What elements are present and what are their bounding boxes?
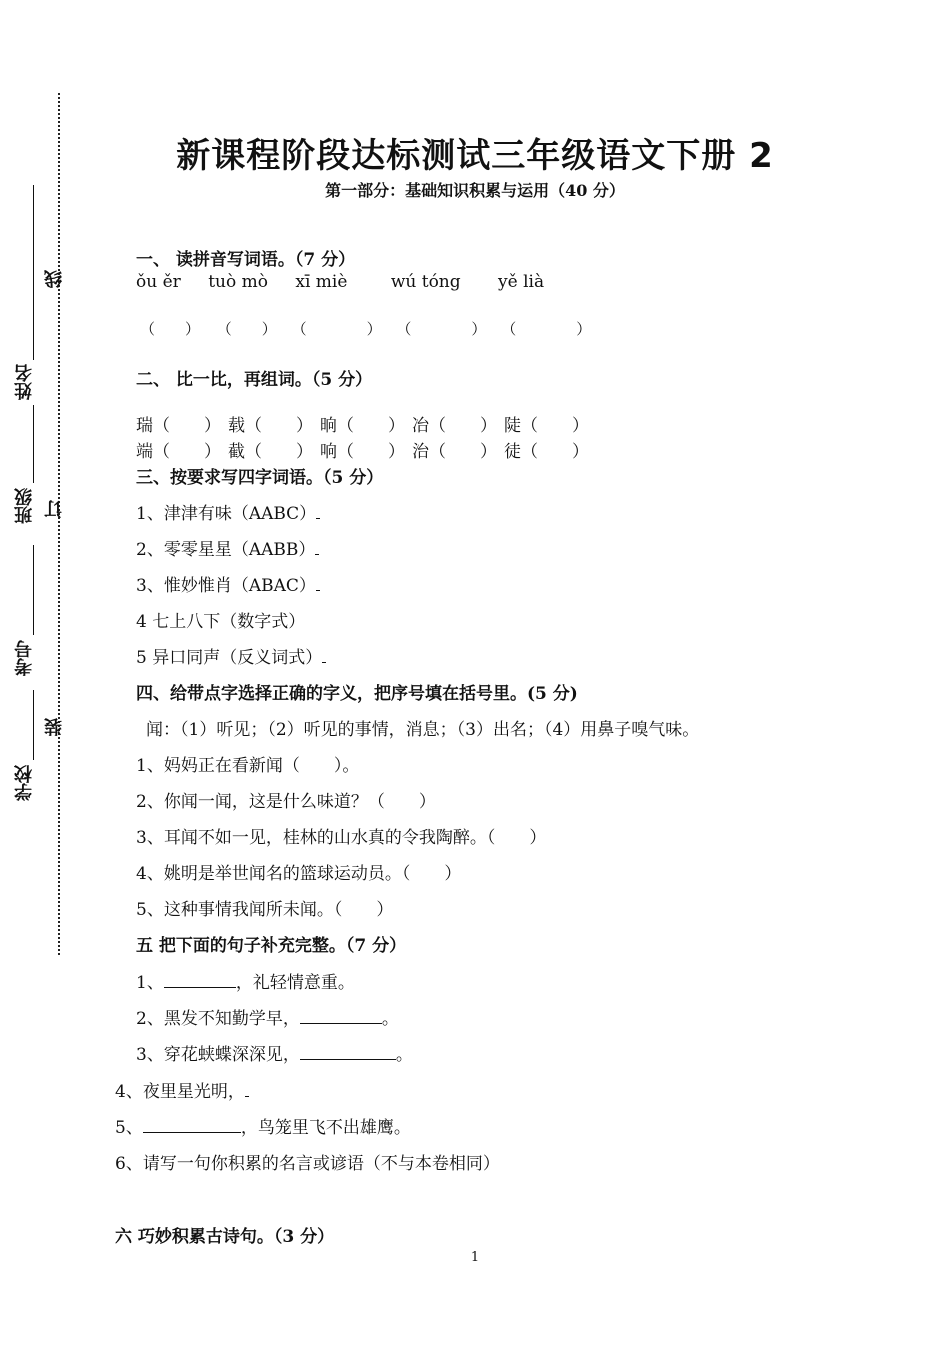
binding-dotted-line xyxy=(58,93,60,955)
answer-blank[interactable]: （ ） xyxy=(140,320,201,338)
page-subtitle: 第一部分：基础知识积累与运用（40 分） xyxy=(325,181,625,200)
pinyin-item: xī miè xyxy=(295,272,348,292)
idiom-item: 3、惟妙惟肖（ABAC） xyxy=(136,571,320,596)
answer-blank[interactable]: （ ） xyxy=(501,320,592,338)
school-label: 学校 xyxy=(14,765,35,801)
fill-item-3: 3、穿花蛱蝶深深见， 。 xyxy=(136,1045,413,1065)
name-label: 姓名 xyxy=(14,364,35,400)
fill-blank[interactable] xyxy=(300,1043,396,1060)
answer-blank[interactable]: （ ） xyxy=(216,320,277,338)
compare-item: 瑞（ ） xyxy=(136,416,221,436)
exam-no-label: 考号 xyxy=(14,640,35,676)
idiom-item: 5 异口同声（反义词式） xyxy=(136,643,326,668)
fill-item-6: 6、请写一句你积累的名言或谚语（不与本卷相同） xyxy=(115,1154,500,1174)
pinyin-row xyxy=(136,272,566,292)
fill-blank[interactable] xyxy=(164,971,236,988)
order-mark: 订 xyxy=(44,500,65,518)
section4-heading: 四、给带点字选择正确的字义，把序号填在括号里。(5 分) xyxy=(136,684,578,704)
section2-heading: 二、 比一比，再组词。（5 分） xyxy=(136,370,373,390)
page-title: 新课程阶段达标测试三年级语文下册 2 xyxy=(176,136,774,176)
compare-item: 载（ ） xyxy=(228,416,313,436)
answer-blank[interactable]: （ ） xyxy=(291,320,382,338)
meaning-item: 2、你闻一闻，这是什么味道？（ ） xyxy=(136,792,436,812)
section6-heading: 六 巧妙积累古诗句。（3 分） xyxy=(115,1227,335,1247)
pinyin-item: ǒu ěr xyxy=(136,272,181,292)
compare-item: 晌（ ） xyxy=(320,416,405,436)
compare-item: 徒（ ） xyxy=(504,442,589,462)
meaning-item: 3、耳闻不如一见，桂林的山水真的令我陶醉。（ ） xyxy=(136,828,547,848)
fill-blank[interactable] xyxy=(143,1116,241,1133)
fill-blank[interactable] xyxy=(300,1007,382,1024)
class-blank xyxy=(33,405,34,483)
class-label: 班级 xyxy=(14,488,35,524)
section3-heading: 三、按要求写四字词语。（5 分） xyxy=(136,468,384,488)
answer-blank[interactable]: （ ） xyxy=(396,320,487,338)
compare-item: 响（ ） xyxy=(320,442,405,462)
compare-item: 治（ ） xyxy=(412,442,497,462)
idiom-item: 2、零零星星（AABB） xyxy=(136,535,319,560)
idiom-item: 4 七上八下（数字式） xyxy=(136,612,306,632)
meaning-item: 5、这种事情我闻所未闻。（ ） xyxy=(136,900,394,920)
section1-heading: 一、 读拼音写词语。（7 分） xyxy=(136,250,356,270)
line-mark: 线 xyxy=(44,270,65,288)
compare-item: 端（ ） xyxy=(136,442,221,462)
compare-row-1 xyxy=(136,411,596,436)
fill-item-2: 2、黑发不知勤学早， 。 xyxy=(136,1009,399,1029)
meaning-item: 1、妈妈正在看新闻（ ）。 xyxy=(136,756,360,776)
compare-item: 陡（ ） xyxy=(504,416,589,436)
name-blank xyxy=(33,185,34,360)
compare-item: 截（ ） xyxy=(228,442,313,462)
compare-row-2 xyxy=(136,437,596,462)
pinyin-item: wú tóng xyxy=(390,272,461,292)
compare-item: 冶（ ） xyxy=(412,416,497,436)
bind-mark: 装 xyxy=(44,718,65,736)
fill-item-1: 1、 ，礼轻情意重。 xyxy=(136,973,355,993)
fill-item-4: 4、夜里星光明， xyxy=(115,1077,249,1102)
page-number: 1 xyxy=(470,1250,480,1265)
pinyin-item: yě lià xyxy=(498,272,545,292)
pinyin-item: tuò mò xyxy=(208,272,268,292)
definition-line: 闻：（1）听见；（2）听见的事情，消息；（3）出名；（4）用鼻子嗅气味。 xyxy=(146,720,700,740)
answer-blank-row xyxy=(140,318,591,339)
fill-blank[interactable] xyxy=(245,1080,249,1097)
idiom-item: 1、津津有味（AABC） xyxy=(136,499,320,524)
section5-heading: 五 把下面的句子补充完整。（7 分） xyxy=(136,936,407,956)
school-blank xyxy=(33,690,34,760)
fill-item-5: 5、 ，鸟笼里飞不出雄鹰。 xyxy=(115,1118,411,1138)
exam-no-blank xyxy=(33,545,34,635)
meaning-item: 4、姚明是举世闻名的篮球运动员。（ ） xyxy=(136,864,462,884)
